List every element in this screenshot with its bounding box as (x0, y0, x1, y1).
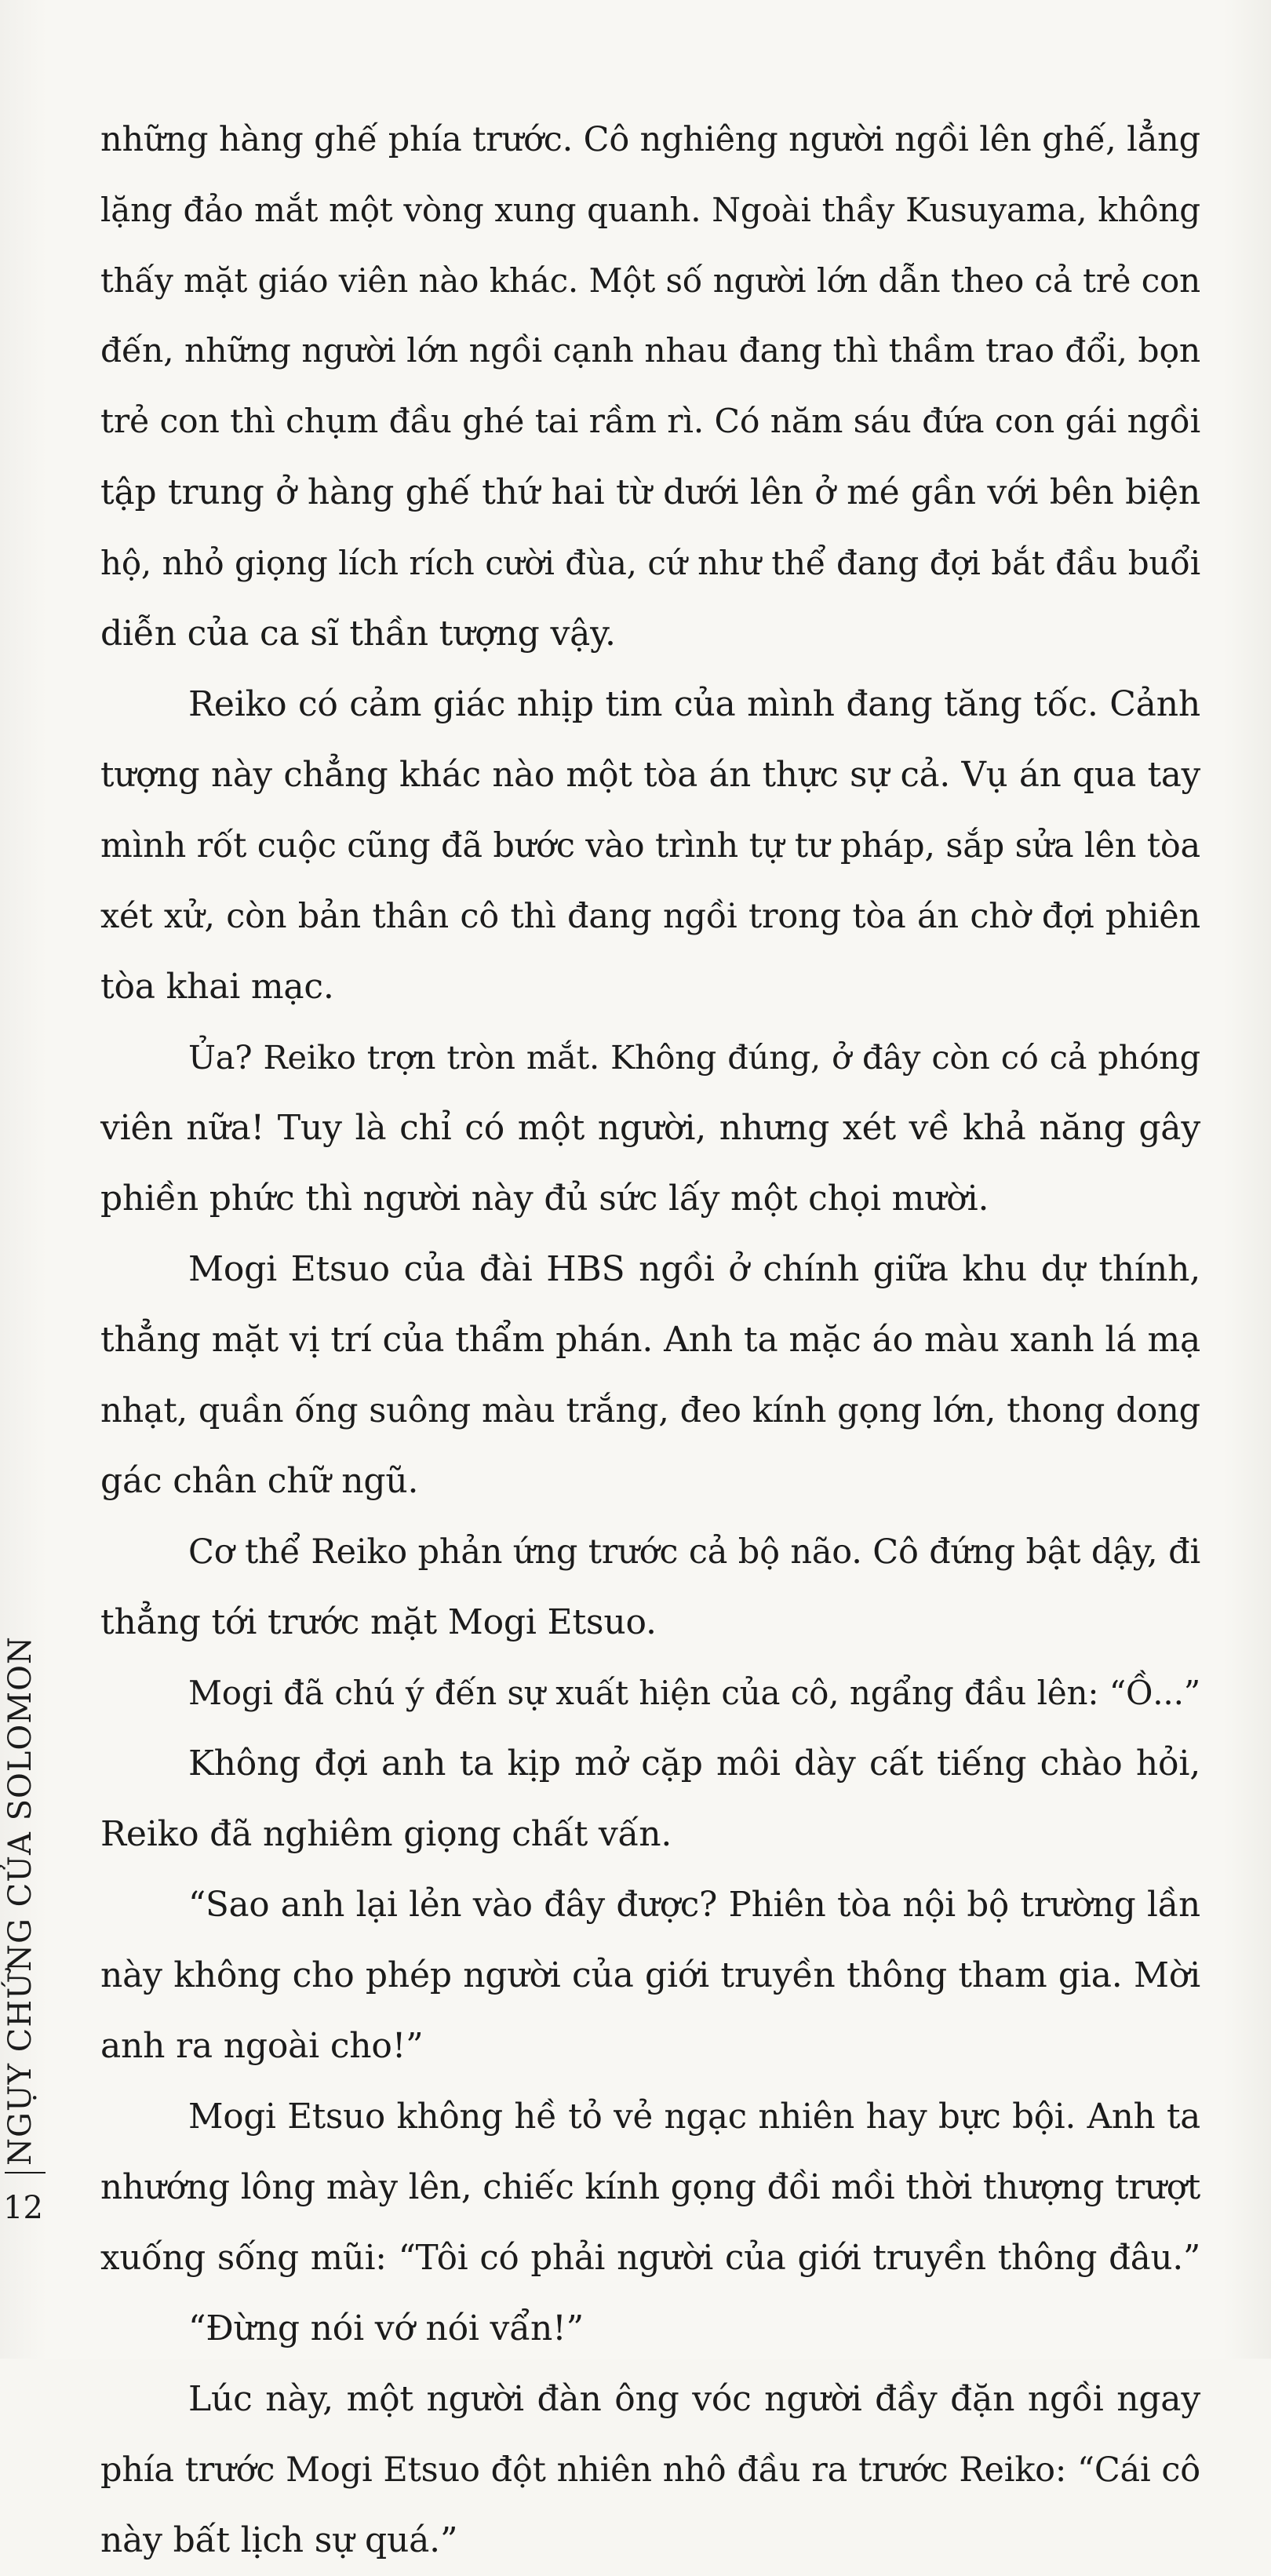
text-line: xét xử, còn bản thân cô thì đang ngồi trong tòa án chờ đợi phiên (100, 897, 1200, 936)
page-number: 12 (3, 2190, 43, 2226)
text-line: này không cho phép người của giới truyền thông tham gia. Mời (100, 1955, 1200, 1995)
text-line: tòa khai mạc. (100, 967, 334, 1007)
text-line: Không đợi anh ta kịp mở cặp môi dày cất tiếng chào hỏi, (188, 1743, 1200, 1784)
text-line: thẳng tới trước mặt Mogi Etsuo. (100, 1602, 657, 1642)
text-line: này bất lịch sự quá.” (100, 2520, 458, 2560)
text-line: đến, những người lớn ngồi cạnh nhau đang thì thầm trao đổi, bọn (100, 332, 1200, 370)
body-text (100, 104, 1200, 2576)
text-line: thẳng mặt vị trí của thẩm phán. Anh ta mặc áo màu xanh lá mạ (100, 1320, 1200, 1360)
text-line: phía trước Mogi Etsuo đột nhiên nhô đầu ra trước Reiko: “Cái cô (100, 2450, 1200, 2490)
text-line: mình rốt cuộc cũng đã bước vào trình tự tư pháp, sắp sửa lên tòa (100, 826, 1200, 865)
text-line: những hàng ghế phía trước. Cô nghiêng người ngồi lên ghế, lẳng (100, 120, 1200, 159)
text-line: anh ra ngoài cho!” (100, 2026, 424, 2066)
text-line: trẻ con thì chụm đầu ghé tai rầm rì. Có năm sáu đứa con gái ngồi (100, 403, 1200, 441)
text-line: “Sao anh lại lẻn vào đây được? Phiên tòa nội bộ trường lần (188, 1886, 1200, 1925)
text-line: Reiko đã nghiêm giọng chất vấn. (100, 1814, 672, 1854)
text-line: tượng này chẳng khác nào một tòa án thực sự cả. Vụ án qua tay (100, 756, 1200, 795)
text-line: thấy mặt giáo viên nào khác. Một số người lớn dẫn theo cả trẻ con (100, 261, 1200, 300)
text-line: diễn của ca sĩ thần tượng vậy. (100, 614, 616, 654)
text-line: tập trung ở hàng ghế thứ hai từ dưới lên ở mé gần với bên biện (100, 472, 1200, 512)
text-line: “Đừng nói vớ nói vẩn!” (188, 2308, 584, 2348)
text-line: Cơ thể Reiko phản ứng trước cả bộ não. Cô đứng bật dậy, đi (188, 1532, 1200, 1572)
text-line: gác chân chữ ngũ. (100, 1461, 419, 1501)
text-line: Mogi Etsuo không hề tỏ vẻ ngạc nhiên hay bực bội. Anh ta (188, 2097, 1200, 2137)
text-line: nhạt, quần ống suông màu trắng, đeo kính gọng lớn, thong dong (100, 1391, 1200, 1430)
text-line: hộ, nhỏ giọng lích rích cười đùa, cứ như thể đang đợi bắt đầu buổi (100, 544, 1200, 582)
text-line: Reiko có cảm giác nhịp tim của mình đang tăng tốc. Cảnh (188, 684, 1200, 724)
text-line: Mogi đã chú ý đến sự xuất hiện của cô, ngẩng đầu lên: “Ồ...” (188, 1674, 1200, 1712)
text-line: xuống sống mũi: “Tôi có phải người của giới truyền thông đâu.” (100, 2239, 1200, 2278)
text-line: Mogi Etsuo của đài HBS ngồi ở chính giữa khu dự thính, (188, 1249, 1200, 1289)
text-line: viên nữa! Tuy là chỉ có một người, nhưng xét về khả năng gây (100, 1108, 1200, 1148)
text-line: Lúc này, một người đàn ông vóc người đầy đặn ngồi ngay (188, 2379, 1200, 2419)
running-head-rule (5, 2172, 46, 2173)
text-line: phiền phức thì người này đủ sức lấy một chọi mười. (100, 1179, 989, 1219)
text-line: lặng đảo mắt một vòng xung quanh. Ngoài thầy Kusuyama, không (100, 191, 1200, 229)
text-line: Ủa? Reiko trợn tròn mắt. Không đúng, ở đây còn có cả phóng (188, 1038, 1200, 1077)
book-title: NGỤY CHỨNG CỦA SOLOMON (2, 1636, 38, 2166)
text-line: nhướng lông mày lên, chiếc kính gọng đồi mồi thời thượng trượt (100, 2168, 1200, 2207)
